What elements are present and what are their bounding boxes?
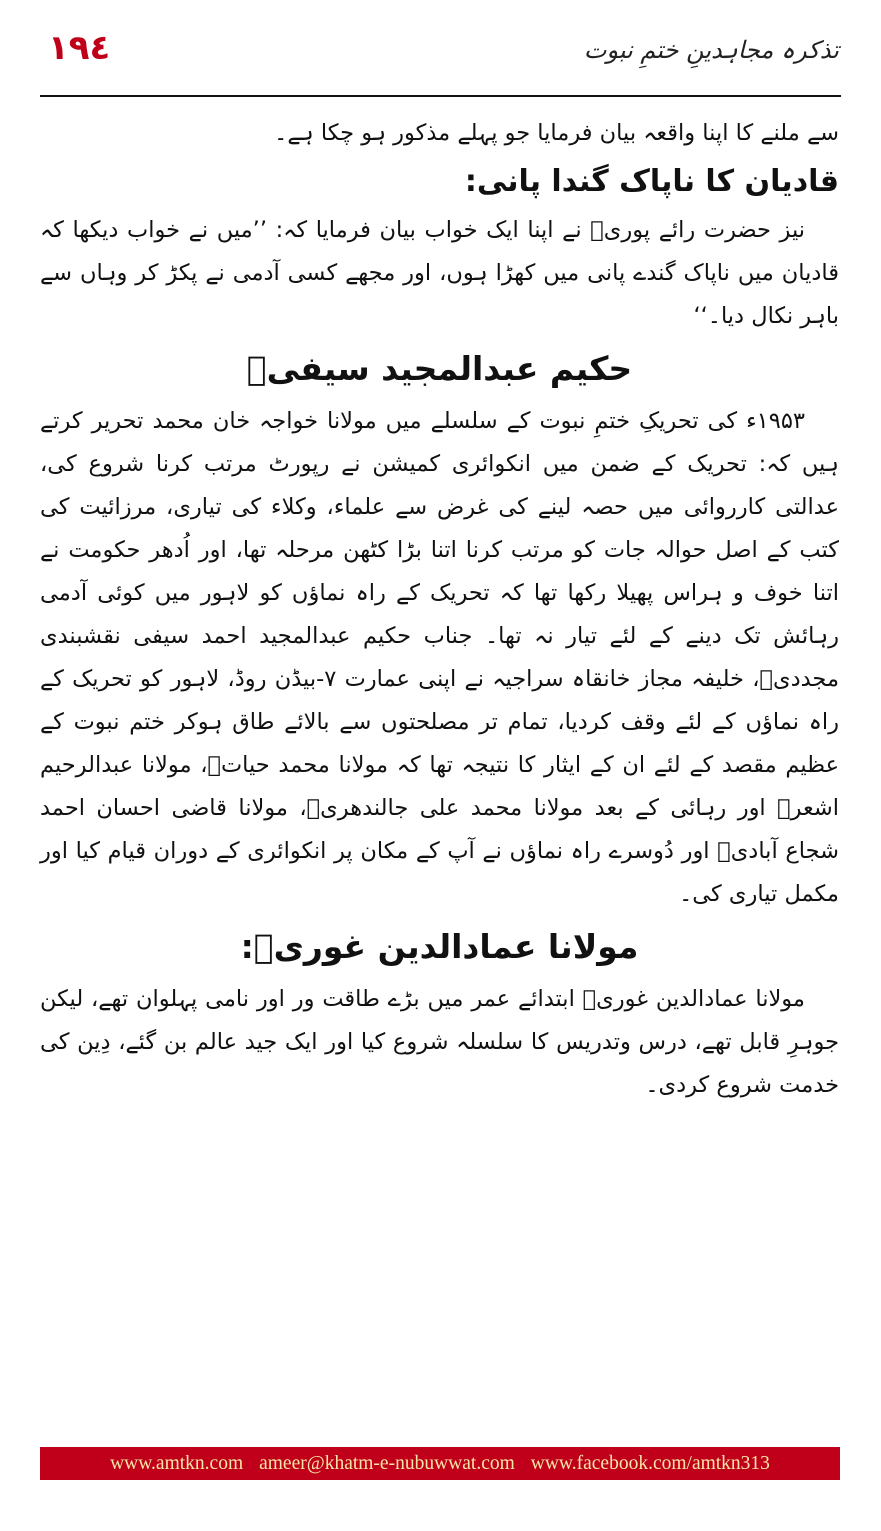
footer-email-link[interactable]: ameer@khatm-e-nubuwwat.com <box>259 1452 515 1474</box>
section-heading-qadian: قادیان کا ناپاک گندا پانی: <box>464 164 839 199</box>
paragraph-intro: سے ملنے کا اپنا واقعہ بیان فرمایا جو پہلے مذکور ہو چکا ہے۔ <box>274 120 839 146</box>
header-divider <box>40 95 841 97</box>
section-heading-ghori: مولانا عمادالدین غوریؒ: <box>240 927 639 966</box>
footer-website-link[interactable]: www.amtkn.com <box>110 1452 244 1474</box>
footer-facebook-link[interactable]: www.facebook.com/amtkn313 <box>530 1452 770 1474</box>
paragraph-ghori: مولانا عمادالدین غوریؒ ابتدائے عمر میں بڑے طاقت ور اور نامی پہلوان تھے، لیکن جوہرِ قابل تھے، درس وتدریس کا سلسلہ شروع کیا اور ایک جید عالم بن گئے، دِین کی خدمت شروع کردی۔ <box>40 986 839 1098</box>
footer-bar <box>40 1447 840 1480</box>
book-title: تذکرہ مجاہدینِ ختمِ نبوت <box>583 36 839 64</box>
page-body <box>40 112 839 1107</box>
paragraph-hakeem: ۱۹۵۳ء کی تحریکِ ختمِ نبوت کے سلسلے میں مولانا خواجہ خان محمد تحریر کرتے ہیں کہ: تحریک کے ضمن میں انکوائری کمیشن نے رپورٹ مرتب کرنا شروع کی، عدالتی کارروائی میں حصہ لینے کی غرض سے علماء، وکلاء کی تیاری، مرزائیت کی کتب کے اصل حوالہ جات کو مرتب کرنا اتنا بڑا کٹھن مرحلہ تھا، اور اُدھر حکومت نے اتنا خوف و ہراس پھیلا رکھا تھا کہ تحریک کے راہ نماؤں کو لاہور میں کوئی آدمی رہائش تک دینے کے لئے تیار نہ تھا۔ جناب حکیم عبدالمجید احمد سیفی نقشبندی مجددیؒ، خلیفہ مجاز خانقاہ سراجیہ نے اپنی عمارت ۷-بیڈن روڈ، لاہور کو تحریک کے راہ نماؤں کے لئے وقف کردیا، تمام تر مصلحتوں سے بالائے طاق ہوکر ختم نبوت کے عظیم مقصد کے لئے ان کے ایثار کا نتیجہ تھا کہ مولانا محمد حیاتؒ، مولانا عبدالرحیم اشعرؒ اور رہائی کے بعد مولانا محمد علی جالندھریؒ، مولانا قاضی احسان احمد شجاع آبادیؒ اور دُوسرے راہ نماؤں نے آپ کے مکان پر انکوائری کے دوران قیام کیا اور مکمل تیاری کی۔ <box>40 408 839 907</box>
paragraph-dream: نیز حضرت رائے پوریؒ نے اپنا ایک خواب بیان فرمایا کہ: ’’میں نے خواب دیکھا کہ قادیان میں ناپاک گندے پانی میں کھڑا ہوں، اور مجھے کسی آدمی نے پکڑ کر وہاں سے باہر نکال دیا۔‘‘ <box>40 217 839 329</box>
page-number: ١٩٤ <box>48 28 111 68</box>
section-heading-hakeem: حکیم عبدالمجید سیفیؒ <box>246 349 633 388</box>
